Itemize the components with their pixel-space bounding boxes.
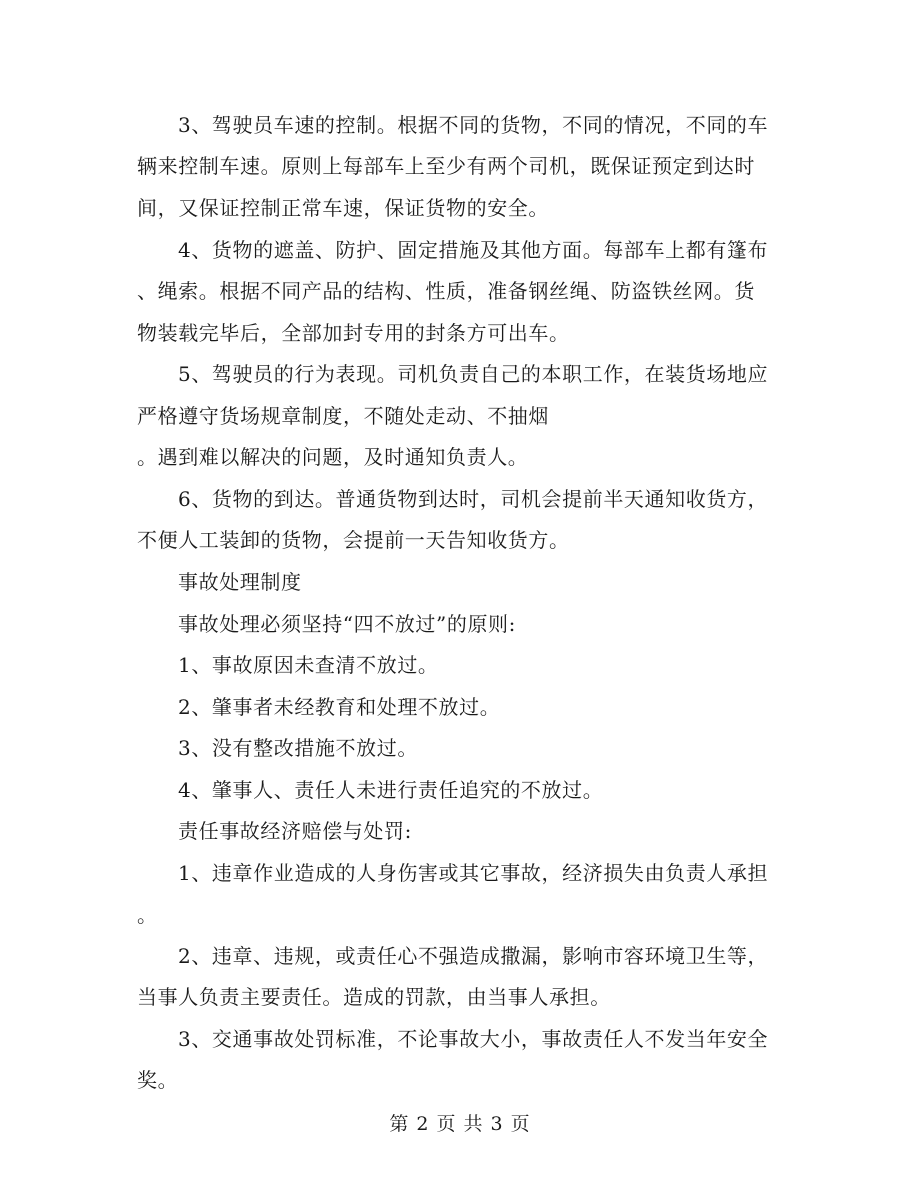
text-line: 3、驾驶员车速的控制。根据不同的货物，不同的情况，不同的车 (178, 113, 769, 137)
list-item: 3、没有整改措施不放过。 (178, 736, 418, 760)
text-line: 间，又保证控制正常车速，保证货物的安全。 (137, 196, 549, 220)
text-line: 4、货物的遮盖、防护、固定措施及其他方面。每部车上都有篷布 (178, 238, 769, 262)
text-line: 6、货物的到达。普通货物到达时，司机会提前半天通知收货方， (178, 487, 769, 511)
text-line: 奖。 (137, 1068, 179, 1092)
page-footer: 第 2 页 共 3 页 (389, 1113, 531, 1135)
list-item: 1、事故原因未查清不放过。 (178, 653, 439, 677)
text-line: 事故处理必须坚持“四不放过”的原则: (178, 612, 516, 636)
section-heading: 责任事故经济赔偿与处罚: (178, 819, 412, 843)
text-line: 严格遵守货场规章制度，不随处走动、不抽烟 (137, 404, 549, 428)
list-item: 1、违章作业造成的人身伤害或其它事故，经济损失由负责人承担 (178, 861, 769, 885)
text-line: 、绳索。根据不同产品的结构、性质，准备钢丝绳、防盗铁丝网。货 (137, 279, 755, 303)
list-item: 2、肇事者未经教育和处理不放过。 (178, 695, 501, 719)
text-line: 辆来控制车速。原则上每部车上至少有两个司机，既保证预定到达时 (137, 154, 755, 178)
text-line: 。遇到难以解决的问题，及时通知负责人。 (137, 445, 529, 469)
text-line: 5、驾驶员的行为表现。司机负责自己的本职工作，在装货场地应 (178, 362, 769, 386)
text-line: 当事人负责主要责任。造成的罚款，由当事人承担。 (137, 985, 611, 1009)
list-item: 3、交通事故处罚标准，不论事故大小，事故责任人不发当年安全 (178, 1027, 769, 1051)
section-heading: 事故处理制度 (178, 570, 302, 594)
text-line: 物装载完毕后，全部加封专用的封条方可出车。 (137, 321, 570, 345)
list-item: 2、违章、违规，或责任心不强造成撒漏，影响市容环境卫生等， (178, 944, 769, 968)
text-line: 。 (137, 903, 158, 927)
text-line: 不便人工装卸的货物，会提前一天告知收货方。 (137, 528, 570, 552)
list-item: 4、肇事人、责任人未进行责任追究的不放过。 (178, 778, 604, 802)
